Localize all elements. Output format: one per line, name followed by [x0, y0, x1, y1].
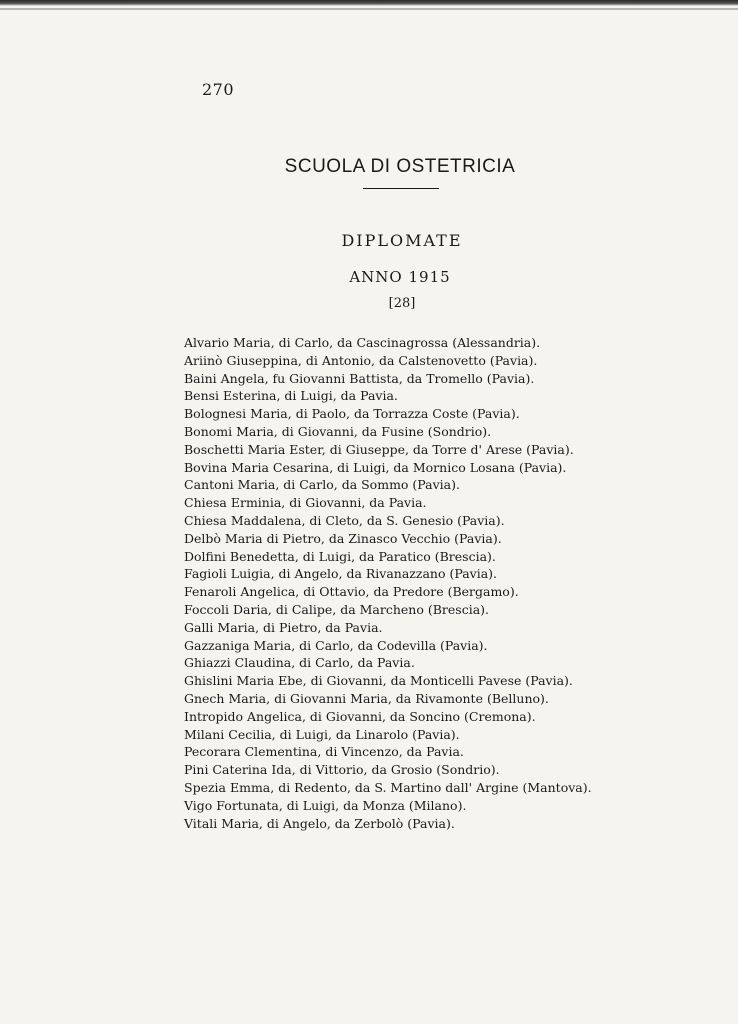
graduate-entry: Gazzaniga Maria, di Carlo, da Codevilla (Pavia). — [184, 637, 488, 653]
top-border-line — [0, 8, 738, 10]
graduate-entry: Galli Maria, di Pietro, da Pavia. — [184, 619, 383, 635]
page-title: SCUOLA DI OSTETRICIA — [284, 156, 516, 177]
graduate-entry: Gnech Maria, di Giovanni Maria, da Rivamonte (Belluno). — [184, 690, 549, 706]
graduate-list — [184, 334, 592, 832]
graduate-entry: Ghislini Maria Ebe, di Giovanni, da Monticelli Pavese (Pavia). — [184, 673, 573, 689]
page-number: 270 — [202, 80, 235, 99]
graduate-entry: Foccoli Daria, di Calipe, da Marcheno (Brescia). — [184, 601, 489, 617]
graduate-entry: Spezia Emma, di Redento, da S. Martino dall' Argine (Mantova). — [184, 779, 592, 795]
graduate-entry: Ariinò Giuseppina, di Antonio, da Calstenovetto (Pavia). — [184, 352, 538, 368]
graduate-entry: Bolognesi Maria, di Paolo, da Torrazza Coste (Pavia). — [184, 406, 520, 422]
graduate-entry: Chiesa Erminia, di Giovanni, da Pavia. — [184, 495, 427, 511]
year-heading: ANNO 1915 — [349, 268, 451, 286]
graduate-entry: Bonomi Maria, di Giovanni, da Fusine (Sondrio). — [184, 423, 492, 439]
graduate-entry: Fagioli Luigia, di Angelo, da Rivanazzano (Pavia). — [184, 566, 498, 582]
graduate-entry: Dolfini Benedetta, di Luigi, da Paratico (Brescia). — [184, 548, 496, 564]
graduate-entry: Pini Caterina Ida, di Vittorio, da Grosio (Sondrio). — [184, 762, 500, 778]
graduate-entry: Chiesa Maddalena, di Cleto, da S. Genesio (Pavia). — [184, 512, 505, 528]
section-heading: DIPLOMATE — [341, 231, 463, 250]
graduate-entry: Bensi Esterina, di Luigi, da Pavia. — [184, 388, 398, 404]
graduate-entry: Alvario Maria, di Carlo, da Cascinagrossa (Alessandria). — [184, 335, 541, 350]
graduate-entry: Cantoni Maria, di Carlo, da Sommo (Pavia). — [184, 477, 460, 493]
graduate-entry: Vitali Maria, di Angelo, da Zerbolò (Pavia). — [184, 815, 455, 831]
title-divider — [363, 188, 439, 189]
graduate-entry: Baini Angela, fu Giovanni Battista, da Tromello (Pavia). — [184, 370, 535, 386]
graduate-entry: Milani Cecilia, di Luigi, da Linarolo (Pavia). — [184, 726, 460, 742]
graduate-count: [28] — [388, 296, 416, 311]
top-border-rule — [0, 0, 738, 6]
graduate-entry: Ghiazzi Claudina, di Carlo, da Pavia. — [184, 655, 415, 671]
graduate-entry: Pecorara Clementina, di Vincenzo, da Pavia. — [184, 744, 464, 760]
graduate-entry: Delbò Maria di Pietro, da Zinasco Vecchio (Pavia). — [184, 530, 502, 546]
graduate-entry: Fenaroli Angelica, di Ottavio, da Predore (Bergamo). — [184, 584, 519, 600]
graduate-entry: Intropido Angelica, di Giovanni, da Soncino (Cremona). — [184, 708, 536, 724]
graduate-entry: Vigo Fortunata, di Luigi, da Monza (Milano). — [184, 797, 467, 813]
graduate-entry: Bovina Maria Cesarina, di Luigi, da Mornico Losana (Pavia). — [184, 459, 567, 475]
graduate-entry: Boschetti Maria Ester, di Giuseppe, da Torre d' Arese (Pavia). — [184, 441, 574, 457]
